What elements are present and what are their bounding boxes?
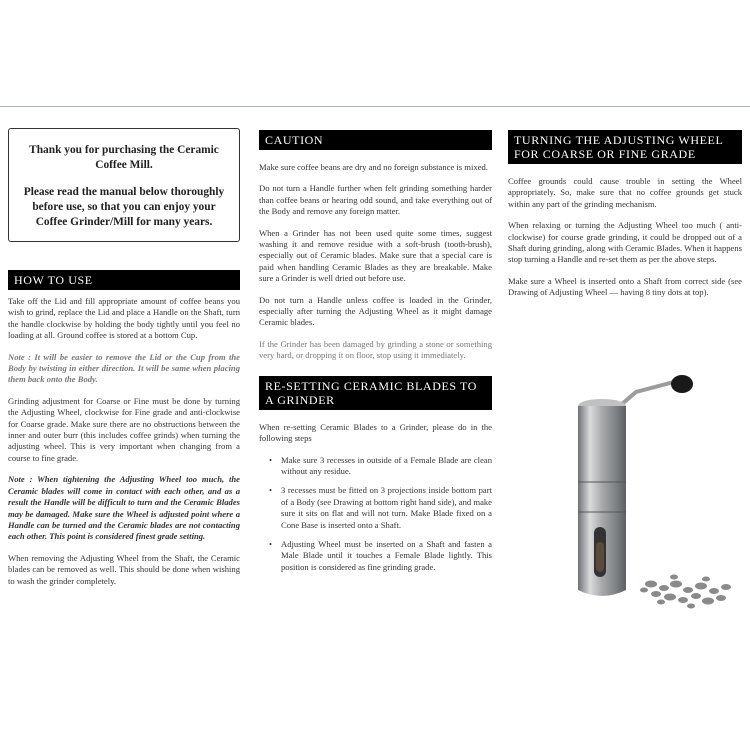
how-to-use-note1: Note : It will be easier to remove the Lid or the Cup from the Body by twisting in either direction. It will be same when placing them back onto the Body. — [8, 351, 240, 385]
caution-p4: Do not turn a Handle unless coffee is loaded in the Grinder, especially after turning the Adjusting Wheel as it might damage Ceramic blades. — [259, 294, 492, 328]
turning-p2: When relaxing or turning the Adjusting Wheel too much ( anti-clockwise) for course grade grinding, it could be dropped out of a Shaft during grinding, along with Ceramic Blades. When it happens stop turning a Handle and re-set them as per the above steps. — [508, 220, 742, 265]
right-column — [508, 130, 742, 299]
turning-p1: Coffee grounds could cause trouble in setting the Wheel appropriately. So, make sure that no coffee grounds get stuck within any part of the grinding mechanism. — [508, 176, 742, 209]
caution-body — [259, 162, 492, 362]
handle-knob — [671, 375, 693, 393]
left-column — [8, 128, 240, 587]
resetting-body — [259, 422, 492, 573]
resetting-step: • Make sure 3 recesses in outside of a Female Blade are clean without any residue. — [259, 455, 492, 478]
resetting-step: • 3 recesses must be fitted on 3 projections inside bottom part of a Body (see Drawing at bottom right hand side), and make sure it sits on flat and will not turn. Make Blade fixed on a Cone Base is inserted onto a Shaft. — [259, 485, 492, 531]
how-to-use-p2: Grinding adjustment for Coarse or Fine must be done by turning the Adjusting Wheel, clockwise for Fine grade and anti-clockwise for Coarse grade. Make sure there are no obstructions between the inner and outer burr (this includes coffee grinds) when turning the adjusting wheel. This is very important when changing from a course to fine grade. — [8, 395, 240, 463]
coffee-beans — [640, 575, 731, 609]
turning-heading: TURNING THE ADJUSTING WHEEL FOR COARSE OR FINE GRADE — [508, 130, 742, 164]
how-to-use-p3: When removing the Adjusting Wheel from the Shaft, the Ceramic blades can be removed as well. This should be done when wishing to wash the grinder completely. — [8, 552, 240, 586]
caution-heading: CAUTION — [259, 130, 492, 150]
intro-thanks: Thank you for purchasing the Ceramic Coffee Mill. — [29, 144, 219, 171]
turning-body — [508, 176, 742, 299]
resetting-heading: RE-SETTING CERAMIC BLADES TO A GRINDER — [259, 376, 492, 410]
resetting-steps — [259, 455, 492, 574]
middle-column — [259, 130, 492, 581]
how-to-use-note2: Note : When tightening the Adjusting Wheel too much, the Ceramic blades will come in contact with each other, and as a result the Handle will be difficult to turn and the Ceramic Blades may be damaged. Make sure the Wheel is adjusted point where a Handle can be turned and the Ceramic blades are not contacting each other. This point is considered finest grade setting. — [8, 474, 240, 542]
how-to-use-body — [8, 296, 240, 587]
resetting-intro: When re-setting Ceramic Blades to a Grinder, please do in the following steps — [259, 421, 492, 444]
how-to-use-p1: Take off the Lid and fill appropriate amount of coffee beans you wish to grind, replace the Lid and place a Handle on the Shaft, turn the handle clockwise by holding the body tightly until you feel no loading at all. Ground coffee is stored at a bottom Cup. — [8, 296, 240, 341]
intro-box — [8, 128, 240, 242]
coffee-grinder-image — [556, 372, 736, 622]
caution-p5: If the Grinder has been damaged by grinding a stone or something very hard, or dropping it on floor, stop using it immediately. — [259, 338, 492, 361]
how-to-use-heading: HOW TO USE — [8, 270, 240, 290]
caution-p2: Do not turn a Handle further when felt grinding something harder than coffee beans or hearing odd sound, and take everything out of the Body and remove any foreign matter. — [259, 183, 492, 217]
caution-p3: When a Grinder has not been used quite some times, suggest washing it and remove residue with a soft-brush (tooth-brush), especially out of Ceramic blades. Make sure that a special care is paid when handling Ceramic Blades as they are breakable. Make sure a Grinder is well dried out before use. — [259, 227, 492, 284]
intro-please-read: Please read the manual below thoroughly before use, so that you can enjoy your Coffee Grinder/Mill for many years. — [23, 186, 225, 228]
caution-p1: Make sure coffee beans are dry and no foreign substance is mixed. — [259, 162, 488, 172]
turning-p3: Make sure a Wheel is inserted onto a Shaft from correct side (see Drawing of Adjusting Wheel — having 8 tiny dots at top). — [508, 275, 742, 298]
resetting-step: • Adjusting Wheel must be inserted on a Shaft and fasten a Male Blade until it touches a Female Blade lightly. This position is considered as fine grinding grade. — [259, 539, 492, 573]
top-divider — [0, 106, 750, 107]
